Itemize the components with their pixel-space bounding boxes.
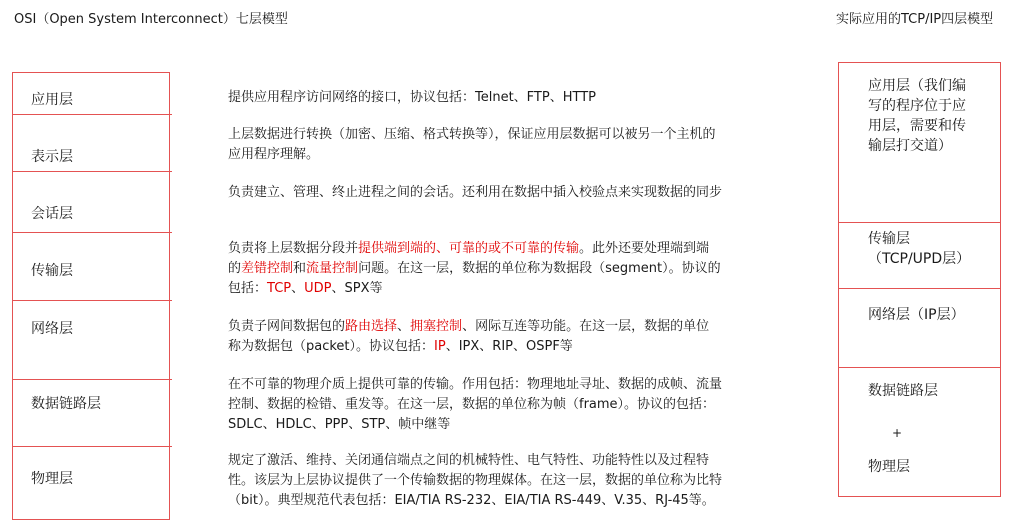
- desc-text: 、网际互连等功能。在这一层，数据的单位称为数据包（packet）。协议包括：: [228, 319, 710, 354]
- tcpip-divider: [838, 222, 1001, 223]
- desc-text: 在不可靠的物理介质上提供可靠的传输。作用包括：物理地址寻址、数据的成帧、流量控制、数据的检错、重发等。在这一层，数据的单位称为帧（frame）。协议的包括：SDLC、HDLC、PPP、STP、帧中继等: [228, 377, 723, 432]
- tcpip-layer-network: 网络层（IP层）: [868, 307, 965, 323]
- tcpip-layer-transport: 传输层 （TCP/UPD层）: [868, 231, 971, 267]
- desc-text: 、IPX、RIP、OSPF等: [445, 339, 573, 354]
- osi-title: OSI（Open System Interconnect）七层模型: [14, 12, 288, 27]
- osi-layer-presentation: 表示层: [31, 149, 73, 165]
- desc-text: 、: [291, 281, 305, 296]
- osi-layer-transport: 传输层: [31, 263, 73, 279]
- osi-divider: [12, 446, 172, 447]
- highlight-text: IP: [434, 339, 446, 354]
- desc-session: [228, 183, 722, 203]
- desc-presentation: [228, 125, 722, 165]
- desc-text: 和: [293, 261, 307, 276]
- osi-layer-physical: 物理层: [31, 471, 73, 487]
- highlight-text: 提供端到端的、可靠的或不可靠的传输: [358, 241, 580, 256]
- desc-text: 负责子网间数据包的: [228, 319, 346, 334]
- tcpip-layer-datalink: 数据链路层: [868, 383, 938, 399]
- desc-text: 问题。在这一层，数据的单位称为数据段（segment）。协议的包括：: [228, 261, 721, 296]
- desc-text: 、SPX等: [331, 281, 383, 296]
- osi-divider: [12, 171, 172, 172]
- osi-layer-datalink: 数据链路层: [31, 396, 101, 412]
- desc-application: [228, 88, 722, 108]
- osi-layer-network: 网络层: [31, 321, 73, 337]
- osi-divider: [12, 300, 172, 301]
- desc-text: 负责建立、管理、终止进程之间的会话。还利用在数据中插入校验点来实现数据的同步: [228, 185, 723, 200]
- tcpip-plus-sign: +: [892, 426, 903, 440]
- osi-layer-session: 会话层: [31, 206, 73, 222]
- desc-text: 上层数据进行转换（加密、压缩、格式转换等），保证应用层数据可以被另一个主机的应用程序理解。: [228, 127, 716, 162]
- highlight-text: TCP: [267, 281, 292, 296]
- highlight-text: 路由选择: [345, 319, 398, 334]
- desc-text: 、: [397, 319, 411, 334]
- desc-network: [228, 317, 722, 357]
- osi-layer-application: 应用层: [31, 92, 73, 108]
- desc-text: 规定了激活、维持、关闭通信端点之间的机械特性、电气特性、功能特性以及过程特性。该层为上层协议提供了一个传输数据的物理媒体。在这一层，数据的单位称为比特（bit）。典型规范代表包括：EIA/TIA RS-232、EIA/TIA RS-449、V.35、RJ-45等。: [228, 453, 723, 508]
- tcpip-layer-application: 应用层（我们编 写的程序位于应 用层，需要和传 输层打交道）: [868, 78, 966, 154]
- osi-divider: [12, 379, 172, 380]
- highlight-text: 拥塞控制: [410, 319, 463, 334]
- osi-divider: [12, 232, 172, 233]
- osi-divider: [12, 114, 172, 115]
- tcpip-divider: [838, 288, 1001, 289]
- osi-model-box: [12, 72, 170, 520]
- tcpip-layer-physical: 物理层: [868, 459, 910, 475]
- highlight-text: UDP: [304, 281, 332, 296]
- tcpip-title: 实际应用的TCP/IP四层模型: [836, 12, 994, 27]
- highlight-text: 流量控制: [306, 261, 359, 276]
- desc-text: 。此外还要处理端到端的: [228, 241, 710, 276]
- desc-text: 负责将上层数据分段并: [228, 241, 359, 256]
- desc-physical: [228, 451, 722, 511]
- desc-transport: [228, 239, 722, 299]
- desc-text: 提供应用程序访问网络的接口，协议包括：Telnet、FTP、HTTP: [228, 90, 596, 105]
- tcpip-divider: [838, 367, 1001, 368]
- desc-datalink: [228, 375, 722, 435]
- highlight-text: 差错控制: [241, 261, 294, 276]
